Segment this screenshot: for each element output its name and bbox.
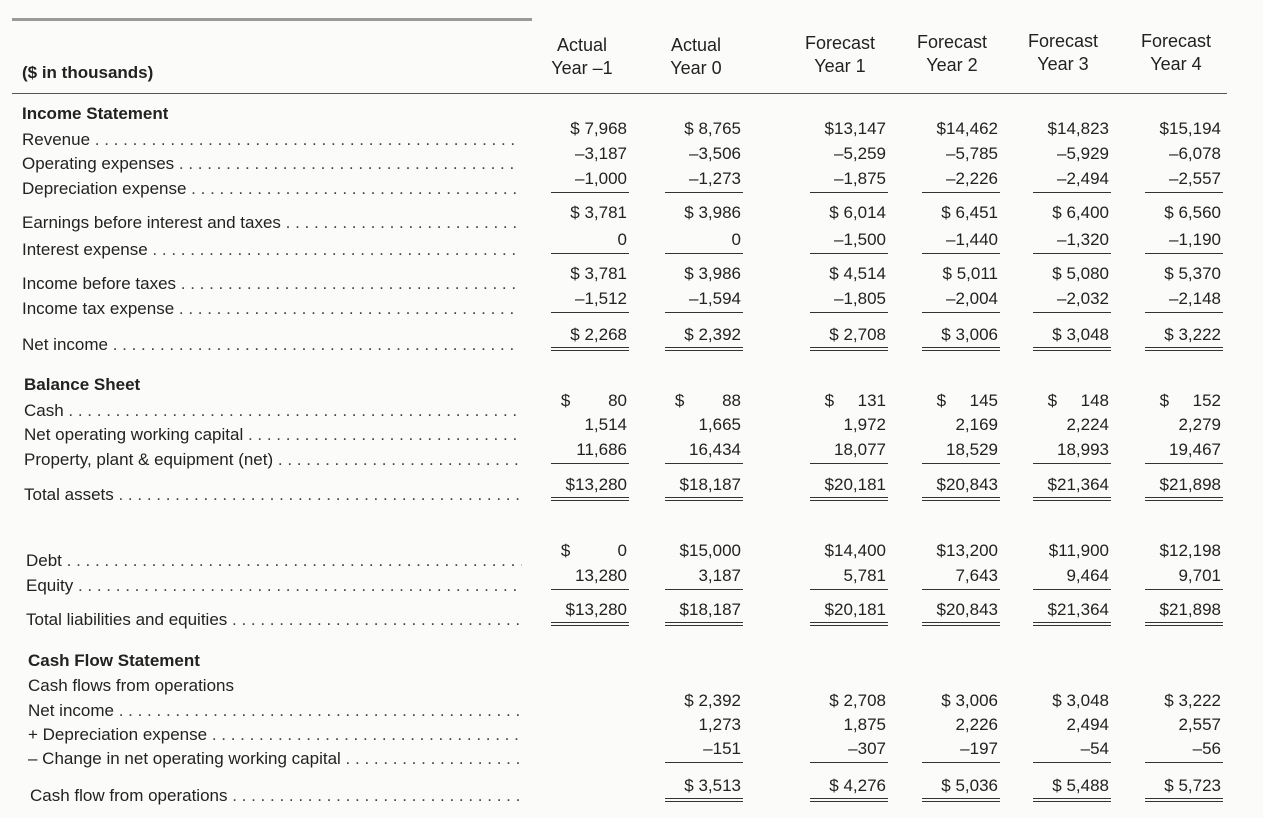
double-underline <box>922 622 1000 623</box>
row-label-income-before-taxes: Income before taxes . . . <box>22 274 520 294</box>
value-cell: $ 6,400 <box>1052 203 1109 222</box>
value-cell: –1,805 <box>834 289 886 308</box>
row-label-depreciation-expense: Depreciation expense . . . <box>22 179 520 199</box>
value-cell: 1,514 <box>584 415 627 434</box>
underline <box>1033 762 1111 763</box>
value-cell: –5,929 <box>1057 144 1109 163</box>
row-label-equity: Equity . . . <box>26 576 522 596</box>
double-underline <box>1145 622 1223 623</box>
value-cell: –2,032 <box>1057 289 1109 308</box>
underline <box>922 192 1000 193</box>
row-label-operating-expenses: Operating expenses . . . <box>22 154 520 174</box>
section-income-statement: Income Statement <box>22 104 169 123</box>
value-cell: $20,843 <box>936 475 998 494</box>
underline <box>1033 463 1111 464</box>
value-cell: –1,875 <box>834 169 886 188</box>
value-cell: 11,686 <box>576 440 627 459</box>
col-header-line1: Forecast <box>1140 31 1212 51</box>
value-cell: –54 <box>1080 739 1109 758</box>
value-cell: $21,364 <box>1047 600 1109 619</box>
row-label-revenue: Revenue . . . <box>22 130 520 150</box>
header-rule <box>12 93 1227 94</box>
value-cell: 9,701 <box>1178 566 1221 585</box>
row-label-total-liabilities-equities: Total liabilities and equities . . . <box>26 610 522 630</box>
double-underline <box>1145 798 1223 799</box>
value-cell: $ 5,011 <box>942 264 998 283</box>
value-cell: 1,273 <box>698 715 741 734</box>
value-cell: $ 5,723 <box>1164 776 1221 795</box>
value-cell: $18,187 <box>679 600 741 619</box>
value-cell: $20,181 <box>824 600 886 619</box>
underline <box>922 589 1000 590</box>
col-header-line2: Year –1 <box>551 58 613 78</box>
double-underline <box>1033 347 1111 348</box>
value-cell: –56 <box>1192 739 1221 758</box>
underline <box>922 463 1000 464</box>
top-rule <box>12 18 532 21</box>
value-cell: $ 3,006 <box>941 325 998 344</box>
underline <box>1145 253 1223 254</box>
value-cell: $ 5,370 <box>1164 264 1221 283</box>
double-underline <box>810 798 888 799</box>
value-cell: $ 4,514 <box>829 264 886 283</box>
value-cell: 2,224 <box>1066 415 1109 434</box>
underline <box>1145 463 1223 464</box>
col-header-line1: Forecast <box>1027 31 1099 51</box>
value-cell: $13,280 <box>565 475 627 494</box>
double-underline <box>1033 622 1111 623</box>
value-cell: 2,279 <box>1178 415 1221 434</box>
value-cell: $ 2,392 <box>684 691 741 710</box>
value-cell: $ 2,268 <box>570 325 627 344</box>
double-underline <box>922 347 1000 348</box>
underline <box>1145 589 1223 590</box>
row-label-interest-expense: Interest expense . . . <box>22 240 520 260</box>
underline <box>1145 192 1223 193</box>
value-cell: 0 <box>617 230 627 249</box>
double-underline <box>551 497 629 498</box>
double-underline <box>922 625 1000 626</box>
value-cell: $ 3,781 <box>570 264 627 283</box>
value-cell: –5,785 <box>946 144 998 163</box>
value-cell: $14,462 <box>936 119 998 138</box>
value-cell: –3,506 <box>689 144 741 163</box>
double-underline <box>810 500 888 501</box>
underline <box>922 312 1000 313</box>
row-label-total-assets: Total assets . . . <box>24 485 522 505</box>
col-header-line1: Forecast <box>916 32 988 52</box>
double-underline <box>1145 497 1223 498</box>
value-cell: –6,078 <box>1169 144 1221 163</box>
underline <box>551 253 629 254</box>
value-cell: $21,898 <box>1159 475 1221 494</box>
value-cell: $ 8,765 <box>684 119 741 138</box>
row-label-cf-change-nowc: – Change in net operating working capital . . . <box>28 749 522 769</box>
underline <box>810 463 888 464</box>
col-header-line1: Forecast <box>804 33 876 53</box>
value-cell: –1,000 <box>575 169 627 188</box>
value-cell: 2,494 <box>1066 715 1109 734</box>
col-header-line2: Year 2 <box>926 55 978 75</box>
underline <box>551 192 629 193</box>
underline <box>1145 312 1223 313</box>
value-cell: $ 5,488 <box>1052 776 1109 795</box>
section-balance-sheet: Balance Sheet <box>24 375 141 394</box>
row-label-net-operating-working-capital: Net operating working capital . . . <box>24 425 522 445</box>
section-cash-flow-statement: Cash Flow Statement <box>28 651 200 670</box>
col-header-line2: Year 3 <box>1037 54 1089 74</box>
underline <box>665 312 743 313</box>
value-cell: 7,643 <box>955 566 998 585</box>
value-cell: $ 2,392 <box>684 325 741 344</box>
double-underline <box>810 350 888 351</box>
value-cell: $ 0 <box>560 541 627 560</box>
underline <box>810 589 888 590</box>
value-cell: 3,187 <box>698 566 741 585</box>
row-label-income-tax-expense: Income tax expense . . . <box>22 299 520 319</box>
double-underline <box>665 798 743 799</box>
underline <box>665 589 743 590</box>
value-cell: 2,557 <box>1178 715 1221 734</box>
underline <box>810 762 888 763</box>
double-underline <box>551 347 629 348</box>
value-cell: –3,187 <box>575 144 627 163</box>
value-cell: $ 6,014 <box>829 203 886 222</box>
double-underline <box>665 625 743 626</box>
value-cell: $ 3,006 <box>941 691 998 710</box>
value-cell: 18,529 <box>946 440 998 459</box>
value-cell: $ 2,708 <box>829 325 886 344</box>
value-cell: –1,273 <box>689 169 741 188</box>
value-cell: 9,464 <box>1066 566 1109 585</box>
value-cell: $13,147 <box>824 119 886 138</box>
underline <box>665 463 743 464</box>
value-cell: $ 145 <box>936 391 998 410</box>
value-cell: 13,280 <box>575 566 627 585</box>
value-cell: –151 <box>703 739 741 758</box>
underline <box>1033 312 1111 313</box>
value-cell: $ 3,222 <box>1164 325 1221 344</box>
value-cell: $ 148 <box>1047 391 1109 410</box>
underline <box>922 762 1000 763</box>
value-cell: $18,187 <box>679 475 741 494</box>
value-cell: –1,594 <box>689 289 741 308</box>
value-cell: $ 5,080 <box>1052 264 1109 283</box>
value-cell: –2,004 <box>946 289 998 308</box>
underline <box>1033 192 1111 193</box>
value-cell: –2,148 <box>1169 289 1221 308</box>
value-cell: 1,665 <box>698 415 741 434</box>
double-underline <box>1033 625 1111 626</box>
col-header-line1: Actual <box>556 35 608 55</box>
value-cell: $ 7,968 <box>570 119 627 138</box>
value-cell: 2,226 <box>955 715 998 734</box>
value-cell: 19,467 <box>1169 440 1221 459</box>
double-underline <box>1033 350 1111 351</box>
double-underline <box>1145 801 1223 802</box>
row-label-net-income: Net income . . . <box>22 335 520 355</box>
underline <box>810 192 888 193</box>
value-cell: 18,993 <box>1057 440 1109 459</box>
value-cell: –2,557 <box>1169 169 1221 188</box>
col-header-line2: Year 4 <box>1150 54 1202 74</box>
underline <box>665 762 743 763</box>
col-header-line2: Year 0 <box>670 58 722 78</box>
double-underline <box>922 350 1000 351</box>
value-cell: –197 <box>960 739 998 758</box>
underline <box>551 312 629 313</box>
value-cell: –1,190 <box>1169 230 1221 249</box>
value-cell: $ 3,048 <box>1052 691 1109 710</box>
value-cell: $20,181 <box>824 475 886 494</box>
value-cell: $ 3,986 <box>684 203 741 222</box>
row-label-cf-net-income: Net income . . . <box>28 701 522 721</box>
value-cell: $ 6,451 <box>941 203 998 222</box>
value-cell: 2,169 <box>955 415 998 434</box>
underline <box>810 312 888 313</box>
double-underline <box>810 622 888 623</box>
underline <box>1033 253 1111 254</box>
double-underline <box>810 625 888 626</box>
col-header-actual-year-minus-1 <box>527 34 637 80</box>
value-cell: –1,500 <box>834 230 886 249</box>
value-cell: $21,898 <box>1159 600 1221 619</box>
double-underline <box>922 497 1000 498</box>
value-cell: 0 <box>731 230 741 249</box>
value-cell: $13,280 <box>565 600 627 619</box>
underline <box>665 253 743 254</box>
value-cell: –2,226 <box>946 169 998 188</box>
underline <box>551 589 629 590</box>
double-underline <box>922 801 1000 802</box>
value-cell: $12,198 <box>1159 541 1221 560</box>
value-cell: $ 131 <box>824 391 886 410</box>
row-label-ebit: Earnings before interest and taxes . . . <box>22 213 520 233</box>
double-underline <box>1145 625 1223 626</box>
row-label-ppe: Property, plant & equipment (net) . . . <box>24 450 522 470</box>
col-header-forecast-year-3 <box>1008 30 1118 76</box>
double-underline <box>810 801 888 802</box>
double-underline <box>551 500 629 501</box>
value-cell: $21,364 <box>1047 475 1109 494</box>
underline <box>922 253 1000 254</box>
underline <box>1033 589 1111 590</box>
value-cell: $14,400 <box>824 541 886 560</box>
col-header-forecast-year-4 <box>1121 30 1231 76</box>
row-label-cf-depreciation: + Depreciation expense . . . <box>28 725 522 745</box>
value-cell: $ 88 <box>674 391 741 410</box>
value-cell: –1,512 <box>575 289 627 308</box>
value-cell: $ 3,781 <box>570 203 627 222</box>
value-cell: $ 2,708 <box>829 691 886 710</box>
value-cell: $15,000 <box>679 541 741 560</box>
value-cell: 1,875 <box>843 715 886 734</box>
value-cell: –1,440 <box>946 230 998 249</box>
double-underline <box>1033 798 1111 799</box>
value-cell: $ 3,222 <box>1164 691 1221 710</box>
row-label-cash-flow-from-operations: Cash flow from operations . . . <box>30 786 522 806</box>
double-underline <box>922 500 1000 501</box>
double-underline <box>1145 347 1223 348</box>
col-header-line2: Year 1 <box>814 56 866 76</box>
value-cell: –5,259 <box>834 144 886 163</box>
double-underline <box>551 622 629 623</box>
value-cell: 5,781 <box>843 566 886 585</box>
cash-flow-subheading: Cash flows from operations <box>28 676 234 695</box>
value-cell: $14,823 <box>1047 119 1109 138</box>
value-cell: $13,200 <box>936 541 998 560</box>
value-cell: –1,320 <box>1057 230 1109 249</box>
col-header-actual-year-0 <box>641 34 751 80</box>
value-cell: $ 80 <box>560 391 627 410</box>
double-underline <box>1145 500 1223 501</box>
value-cell: $ 3,986 <box>684 264 741 283</box>
value-cell: –2,494 <box>1057 169 1109 188</box>
underline <box>1145 762 1223 763</box>
double-underline <box>665 622 743 623</box>
value-cell: 16,434 <box>689 440 741 459</box>
value-cell: 18,077 <box>834 440 886 459</box>
value-cell: $ 5,036 <box>941 776 998 795</box>
col-header-forecast-year-2 <box>897 31 1007 77</box>
col-header-forecast-year-1 <box>785 32 895 78</box>
value-cell: $ 3,513 <box>684 776 741 795</box>
underline <box>665 192 743 193</box>
value-cell: 1,972 <box>843 415 886 434</box>
row-label-debt: Debt . . . <box>26 551 522 571</box>
value-cell: $11,900 <box>1048 541 1109 560</box>
value-cell: $20,843 <box>936 600 998 619</box>
value-cell: –307 <box>848 739 886 758</box>
double-underline <box>1033 500 1111 501</box>
double-underline <box>665 497 743 498</box>
value-cell: $ 3,048 <box>1052 325 1109 344</box>
row-label-cash: Cash . . . <box>24 401 522 421</box>
double-underline <box>810 347 888 348</box>
double-underline <box>551 625 629 626</box>
double-underline <box>1033 497 1111 498</box>
double-underline <box>665 801 743 802</box>
double-underline <box>665 347 743 348</box>
double-underline <box>551 350 629 351</box>
value-cell: $15,194 <box>1159 119 1221 138</box>
value-cell: $ 6,560 <box>1164 203 1221 222</box>
double-underline <box>1145 350 1223 351</box>
underline <box>810 253 888 254</box>
double-underline <box>665 500 743 501</box>
double-underline <box>665 350 743 351</box>
units-label: ($ in thousands) <box>22 63 154 82</box>
underline <box>551 463 629 464</box>
value-cell: $ 152 <box>1159 391 1221 410</box>
double-underline <box>810 497 888 498</box>
double-underline <box>922 798 1000 799</box>
double-underline <box>1033 801 1111 802</box>
col-header-line1: Actual <box>670 35 722 55</box>
value-cell: $ 4,276 <box>829 776 886 795</box>
